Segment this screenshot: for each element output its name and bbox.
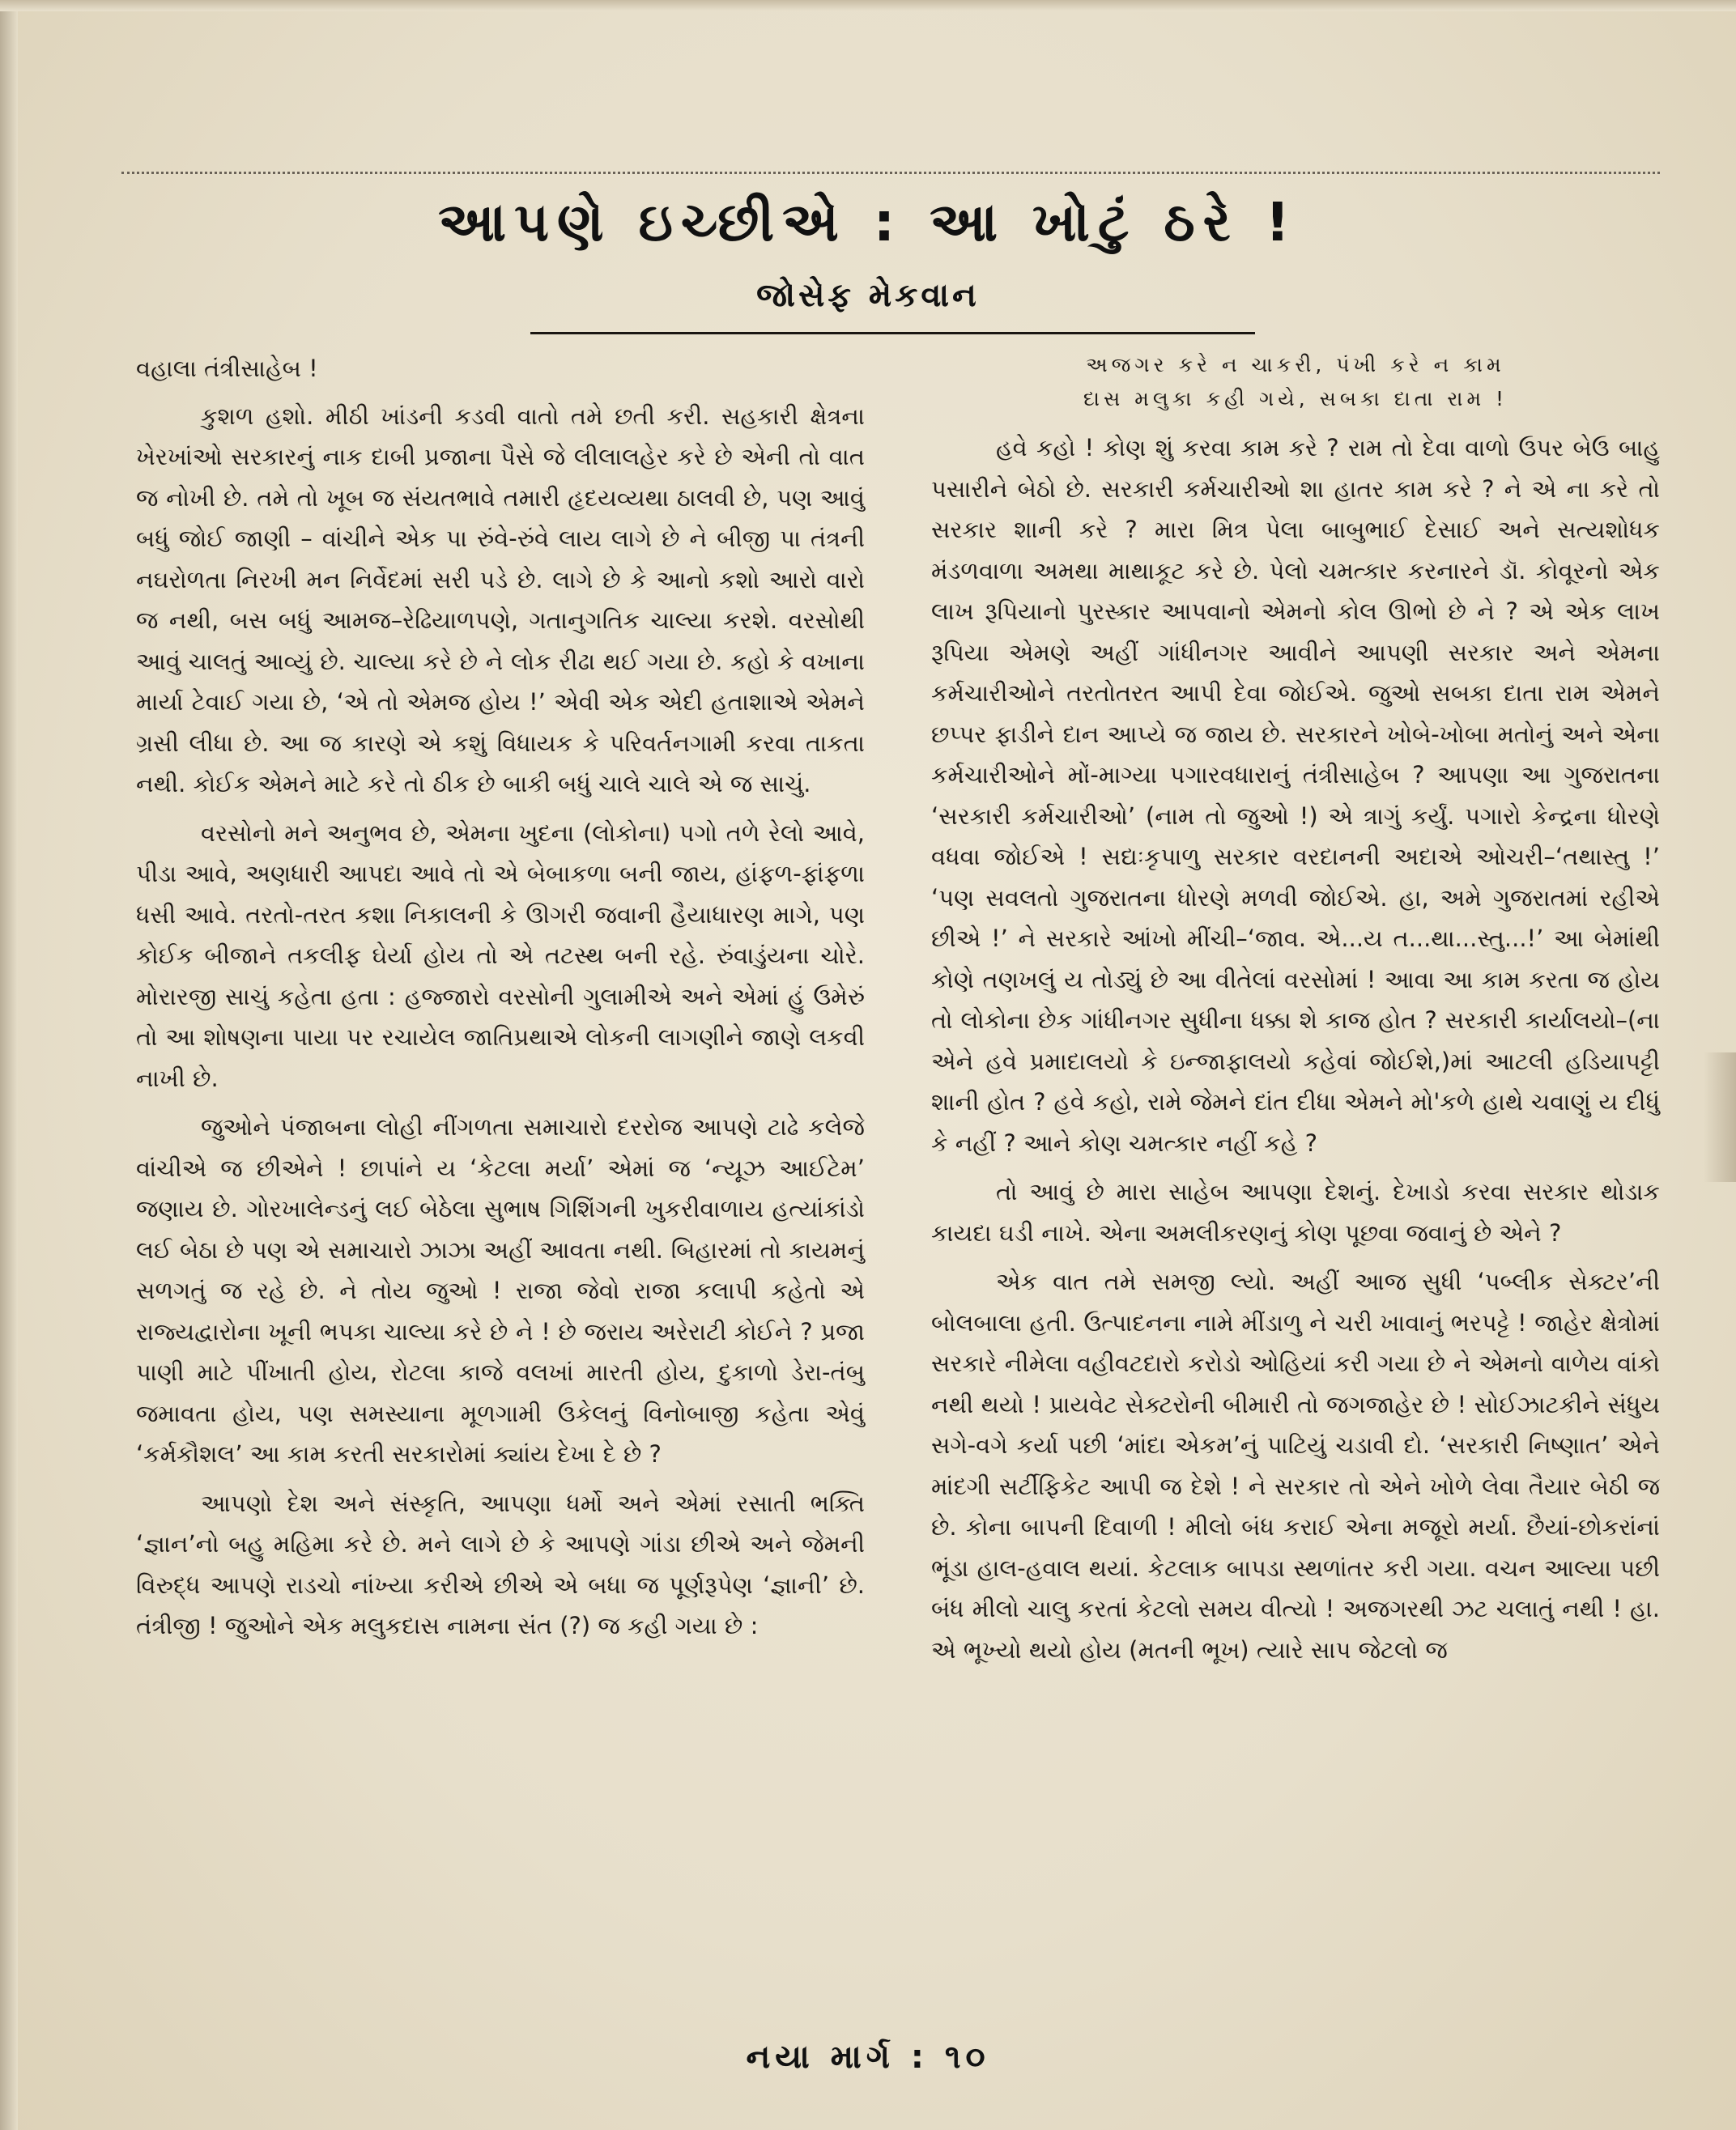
dotted-separator — [121, 172, 1660, 174]
right-column — [931, 348, 1660, 1678]
verse-quote — [931, 348, 1660, 416]
page-edge-shadow — [0, 0, 18, 2130]
left-column — [136, 348, 865, 1655]
paragraph: કુશળ હશો. મીઠી ખાંડની કડવી વાતો તમે છતી કરી. સહકારી ક્ષેત્રના ખેરખાંઓ સરકારનું નાક દાબી પ્રજાના પૈસે જે લીલાલહેર કરે છે એની તો વાત જ નોખી છે. તમે તો ખૂબ જ સંયતભાવે તમારી હૃદયવ્યથા ઠાલવી છે, પણ આવું બધું જોઈ જાણી – વાંચીને એક પા રુંવે-રુંવે લાય લાગે છે ને બીજી પા તંત્રની નઘરોળતા નિરખી મન નિર્વેદમાં સરી પડે છે. લાગે છે કે આનો કશો આરો વારો જ નથી, બસ બધું આમજ–રેઢિયાળપણે, ગતાનુગતિક ચાલ્યા કરશે. વરસોથી આવું ચાલતું આવ્યું છે. ચાલ્યા કરે છે ને લોક રીઢા થઈ ગયા છે. કહો કે વખાના માર્યા ટેવાઈ ગયા છે, ‘એ તો એમજ હોય !’ એવી એક એદી હતાશાએ એમને ગ્રસી લીધા છે. આ જ કારણે એ કશું વિધાયક કે પરિવર્તનગામી કરવા તાકતા નથી. કોઈક એમને માટે કરે તો ઠીક છે બાકી બધું ચાલે ચાલે એ જ સાચું. — [136, 402, 865, 797]
page-curl-shadow — [1704, 1052, 1736, 1182]
page-footer: નયા માર્ગ : ૧૦ — [746, 2039, 990, 2076]
verse-line: અજગર કરે ન ચાકરી, પંખી કરે ન કામ — [1086, 353, 1505, 376]
paragraph: વરસોનો મને અનુભવ છે, એમના ખુદના (લોકોના) પગો તળે રેલો આવે, પીડા આવે, અણધારી આપદા આવે તો એ બેબાકળા બની જાય, હાંફળ-ફાંફળા ધસી આવે. તરતો-તરત કશા નિકાલની કે ઊગરી જવાની હૈયાધારણ માગે, પણ કોઈક બીજાને તકલીફ ઘેર્યા હોય તો એ તટસ્થ બની રહે. રુંવાડુંયના ચોરે. મોરારજી સાચું કહેતા હતા : હજ્જારો વરસોની ગુલામીએ અને એમાં હું ઉમેરું તો આ શોષણના પાયા પર રચાયેલ જાતિપ્રથાએ લોકની લાગણીને જાણે લકવી નાખી છે. — [136, 818, 865, 1092]
paragraph: એક વાત તમે સમજી લ્યો. અહીં આજ સુધી ‘પબ્લીક સેક્ટર’ની બોલબાલા હતી. ઉત્પાદનના નામે મીંડાળુ ને ચરી ખાવાનું ભરપટ્ટે ! જાહેર ક્ષેત્રોમાં સરકારે નીમેલા વહીવટદારો કરોડો ઓહિયાં કરી ગયા છે ને એમનો વાળેય વાંકો નથી થયો ! પ્રાયવેટ સેક્ટરોની બીમારી તો જગજાહેર છે ! સોઈઝાટકીને સંધુય સગે-વગે કર્યા પછી ‘માંદા એકમ’નું પાટિયું ચડાવી દો. ‘સરકારી નિષ્ણાત’ એને માંદગી સર્ટીફિકેટ આપી જ દેશે ! ને સરકાર તો એને ખોળે લેવા તૈયાર બેઠી જ છે. કોના બાપની દિવાળી ! મીલો બંધ કરાઈ એના મજૂરો મર્યા. છૈયાં-છોકરાંનાં ભૂંડા હાલ-હવાલ થયાં. કેટલાક બાપડા સ્થળાંતર કરી ગયા. વચન આલ્યા પછી બંધ મીલો ચાલુ કરતાં કેટલો સમય વીત્યો ! અજગરથી ઝટ ચલાતું નથી ! હા. એ ભૂખ્યો થયો હોય (મતની ભૂખ) ત્યારે સાપ જેટલો જ — [931, 1268, 1660, 1664]
verse-line: દાસ મલુકા કહી ગયે, સબકા દાતા રામ ! — [1083, 387, 1508, 410]
paragraph: જુઓને પંજાબના લોહી નીંગળતા સમાચારો દરરોજ આપણે ટાઢે કલેજે વાંચીએ જ છીએને ! છાપાંને ય ‘કેટલા મર્યા’ એમાં જ ‘ન્યૂઝ આઈટેમ’ જણાય છે. ગોરખાલેન્ડનું લઈ બેઠેલા સુભાષ ગિશિંગની ખુકરીવાળાય હત્યાંકાંડો લઈ બેઠા છે પણ એ સમાચારો ઝાઝા અહીં આવતા નથી. બિહારમાં તો કાયમનું સળગતું જ રહે છે. ને તોય જુઓ ! રાજા જેવો રાજા કલાપી કહેતો એ રાજ્યદ્વારોના ખૂની ભપકા ચાલ્યા કરે છે ને ! છે જરાય અરેરાટી કોઈને ? પ્રજા પાણી માટે પીંખાતી હોય, રોટલા કાજે વલખાં મારતી હોય, દુકાળો ડેરા-તંબુ જમાવતા હોય, પણ સમસ્યાના મૂળગામી ઉકેલનું વિનોબાજી કહેતા એવું ‘કર્મકૌશલ’ આ કામ કરતી સરકારોમાં ક્યાંય દેખા દે છે ? — [136, 1113, 865, 1468]
page-top-shadow — [0, 0, 1736, 11]
paragraph: હવે કહો ! કોણ શું કરવા કામ કરે ? રામ તો દેવા વાળો ઉપર બેઉ બાહુ પસારીને બેઠો છે. સરકારી કર્મચારીઓ શા હાતર કામ કરે ? ને એ ના કરે તો સરકાર શાની કરે ? મારા મિત્ર પેલા બાબુભાઈ દેસાઈ અને સત્યશોધક મંડળવાળા અમથા માથાકૂટ કરે છે. પેલો ચમત્કાર કરનારને ડૉ. કોવૂરનો એક લાખ રૂપિયાનો પુરસ્કાર આપવાનો એમનો કોલ ઊભો છે ને ? એ એક લાખ રૂપિયા એમણે અહીં ગાંધીનગર આવીને આપણી સરકાર અને એમના કર્મચારીઓને તરતોતરત આપી દેવા જોઈએ. જુઓ સબકા દાતા રામ એમને છપ્પર ફાડીને દાન આપ્યે જ જાય છે. સરકારને ખોબે-ખોબા મતોનું અને એના કર્મચારીઓને મોં-માગ્યા પગારવધારાનું તંત્રીસાહેબ ? આપણા આ ગુજરાતના ‘સરકારી કર્મચારીઓ’ (નામ તો જુઓ !) એ ત્રાગું કર્યું. પગારો કેન્દ્રના ધોરણે વધવા જોઈએ ! સદ્યઃકૃપાળુ સરકાર વરદાનની અદાએ ઓચરી–‘તથાસ્તુ !’ ‘પણ સવલતો ગુજરાતના ધોરણે મળવી જોઈએ. હા, અમે ગુજરાતમાં રહીએ છીએ !’ ને સરકારે આંખો મીંચી–‘જાવ. એ...ય ત...થા...સ્તુ...!’ આ બેમાંથી કોણે તણખલું ય તોડ્યું છે આ વીતેલાં વરસોમાં ! આવા આ કામ કરતા જ હોય તો લોકોના છેક ગાંધીનગર સુધીના ધક્કા શે કાજ હોત ? સરકારી કાર્યાલયો–(ના એને હવે પ્રમાદાલયો કે ઇન્જાફાલયો કહેવાં જોઈશે,)માં આટલી હડિયાપટ્ટી શાની હોત ? હવે કહો, રામે જેમને દાંત દીધા એમને મો'કળે હાથે ચવાણું ય દીધું કે નહીં ? આને કોણ ચમત્કાર નહીં કહે ? — [931, 434, 1660, 1157]
paragraph: તો આવું છે મારા સાહેબ આપણા દેશનું. દેખાડો કરવા સરકાર થોડાક કાયદા ઘડી નાખે. એના અમલીકરણનું કોણ પૂછવા જવાનું છે એને ? — [931, 1178, 1660, 1247]
article-author: જોસેફ મેકવાન — [756, 277, 980, 314]
paragraph: આપણો દેશ અને સંસ્કૃતિ, આપણા ધર્મો અને એમાં રસાતી ભક્તિ ‘જ્ઞાન’નો બહુ મહિમા કરે છે. મને લાગે છે કે આપણે ગાંડા છીએ અને જેમની વિરુદ્ધ આપણે રાડચો નાંખ્યા કરીએ છીએ એ બધા જ પૂર્ણરૂપેણ ‘જ્ઞાની’ છે. તંત્રીજી ! જુઓને એક મલુકદાસ નામના સંત (?) જ કહી ગયા છે : — [136, 1489, 865, 1639]
salutation: વહાલા તંત્રીસાહેબ ! — [136, 355, 318, 382]
title-underline — [530, 332, 1255, 334]
article-title: આપણે ઇચ્છીએ : આ ખોટું ઠરે ! — [438, 191, 1298, 253]
